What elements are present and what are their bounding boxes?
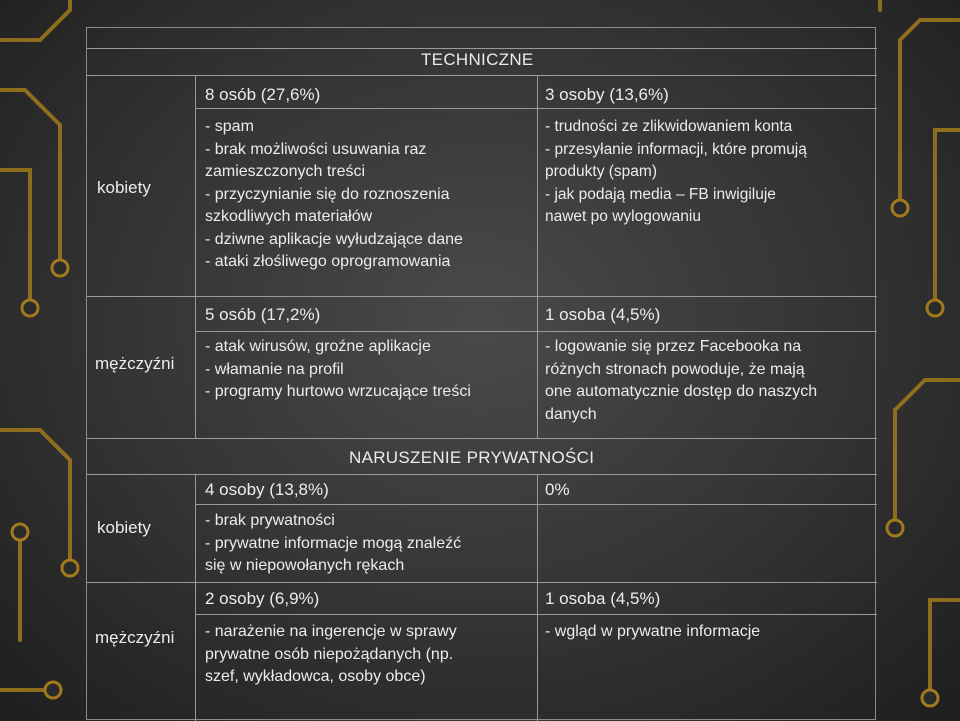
divider (195, 331, 877, 332)
list-item: - atak wirusów, groźne aplikacje (205, 338, 431, 355)
list-left (205, 336, 471, 404)
count-left: 2 osoby (6,9%) (205, 589, 320, 608)
divider (87, 582, 877, 583)
list-item: produkty (spam) (545, 163, 657, 180)
list-item: - brak prywatności (205, 512, 335, 529)
count-right: 3 osoby (13,6%) (545, 85, 669, 104)
count-right: 1 osoba (4,5%) (545, 305, 661, 324)
column-divider (195, 75, 196, 438)
group-label-women: kobiety (97, 178, 151, 197)
list-right (545, 116, 807, 229)
list-item: - ataki złośliwego oprogramowania (205, 253, 451, 270)
list-item: się w niepowołanych rękach (205, 557, 405, 574)
list-item: - spam (205, 118, 254, 135)
count-left: 5 osób (17,2%) (205, 305, 321, 324)
count-right: 1 osoba (4,5%) (545, 589, 661, 608)
list-right (545, 621, 760, 644)
divider (87, 296, 877, 297)
count-right: 0% (545, 480, 570, 499)
list-item: - włamanie na profil (205, 360, 344, 378)
group-label-men: mężczyźni (95, 628, 175, 647)
divider (195, 504, 877, 505)
list-item: - jak podają media – FB inwigiluje (545, 185, 776, 203)
list-item: prywatne osób niepożądanych (np. (205, 645, 454, 663)
divider (87, 438, 877, 439)
divider (195, 614, 877, 615)
section-header-privacy: NARUSZENIE PRYWATNOŚCI (349, 448, 595, 467)
list-item: - narażenie na ingerencje w sprawy (205, 623, 457, 640)
list-item: one automatycznie dostęp do naszych (545, 383, 818, 400)
section-header-technical: TECHNICZNE (421, 50, 534, 69)
divider (195, 108, 877, 109)
list-item: szkodliwych materiałów (205, 208, 373, 225)
list-item: zamieszczonych treści (205, 163, 366, 180)
list-left (205, 510, 461, 578)
count-left: 8 osób (27,6%) (205, 85, 321, 104)
divider (87, 474, 877, 475)
list-left (205, 621, 457, 689)
list-item: - programy hurtowo wrzucające treści (205, 383, 471, 400)
list-item: szef, wykładowca, osoby obce) (205, 668, 426, 685)
group-label-women: kobiety (97, 518, 151, 537)
divider (87, 75, 877, 76)
list-item: - dziwne aplikacje wyłudzające dane (205, 230, 463, 248)
group-label-men: mężczyźni (95, 354, 175, 373)
divider (87, 48, 877, 49)
column-divider (537, 474, 538, 721)
summary-table (86, 27, 876, 720)
list-item: - wgląd w prywatne informacje (545, 623, 761, 640)
list-item: - przesyłanie informacji, które promują (545, 140, 807, 158)
column-divider (537, 75, 538, 438)
list-item: - przyczynianie się do roznoszenia (205, 185, 450, 203)
list-item: nawet po wylogowaniu (545, 208, 701, 225)
count-left: 4 osoby (13,8%) (205, 480, 329, 499)
list-item: - brak możliwości usuwania raz (205, 140, 427, 158)
list-left (205, 116, 463, 274)
list-item: - logowanie się przez Facebooka na (545, 338, 802, 355)
list-item: - trudności ze zlikwidowaniem konta (545, 118, 793, 135)
list-item: - prywatne informacje mogą znaleźć (205, 534, 462, 552)
list-item: danych (545, 405, 597, 423)
list-right (545, 336, 817, 426)
list-item: różnych stronach powoduje, że mają (545, 360, 805, 378)
column-divider (195, 474, 196, 721)
